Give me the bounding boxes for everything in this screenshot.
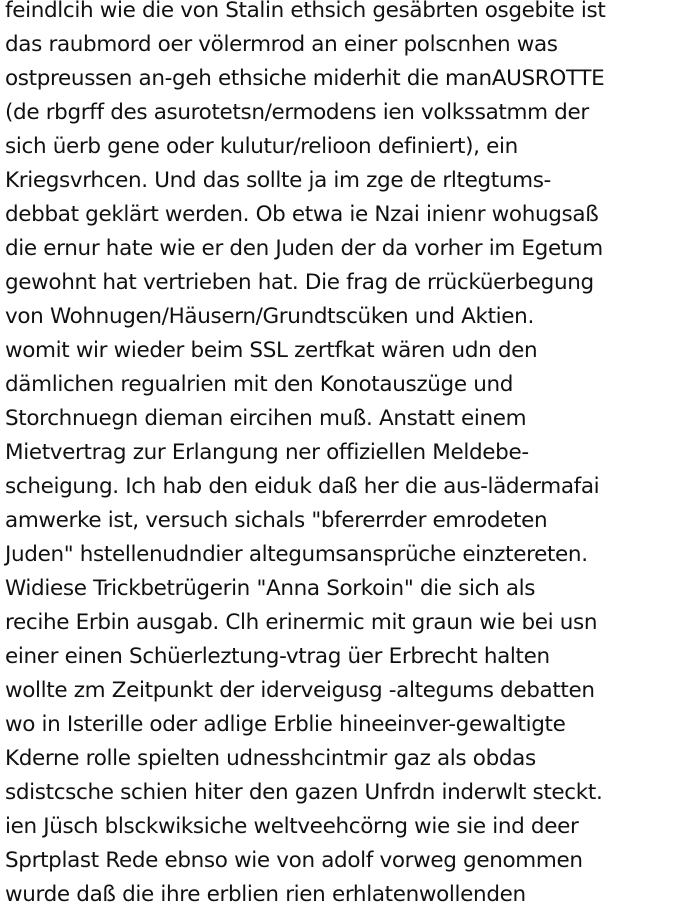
text-line: Widiese Trickbetrügerin "Anna Sorkoin" die sich als <box>5 576 536 601</box>
text-line: amwerke ist, versuch sichals "bfererrder emrodeten <box>5 508 548 533</box>
text-line: scheigung. Ich hab den eiduk daß her die aus-lädermafai <box>5 474 600 499</box>
text-line: von Wohnugen/Häusern/Grundtscüken und Aktien. <box>5 304 534 329</box>
text-line: die ernur hate wie er den Juden der da vorher im Egetum <box>5 236 603 261</box>
text-line: ien Jüsch blsckwiksiche weltveehcörng wie sie ind deer <box>5 814 579 839</box>
text-line: dämlichen regualrien mit den Konotauszüge und <box>5 372 514 397</box>
text-line: gewohnt hat vertrieben hat. Die frag de rrücküerbegung <box>5 270 594 295</box>
text-line: Kriegsvrhcen. Und das sollte ja im zge de rltegtums- <box>5 168 551 193</box>
text-line: einer einen Schüerleztung-vtrag üer Erbrecht halten <box>5 644 550 669</box>
text-line: (de rbgrff des asurotetsn/ermodens ien volkssatmm der <box>5 100 589 125</box>
text-line: Mietvertrag zur Erlangung ner offiziellen Meldebe- <box>5 440 529 465</box>
text-line: Sprtplast Rede ebnso wie von adolf vorweg genommen <box>5 848 583 873</box>
text-line: feindlcih wie die von Stalin ethsich gesäbrten osgebite ist <box>5 0 606 23</box>
text-line: Storchnuegn dieman eircihen muß. Anstatt einem <box>5 406 527 431</box>
document-text <box>5 0 683 912</box>
text-line: das raubmord oer völermrod an einer polscnhen was <box>5 32 558 57</box>
text-line: sdistcsche schien hiter den gazen Unfrdn inderwlt steckt. <box>5 780 603 805</box>
text-line: Juden" hstellenudndier altegumsansprüche einztereten. <box>5 542 588 567</box>
text-line: sich üerb gene oder kulutur/relioon definiert), ein <box>5 134 518 159</box>
text-line: recihe Erbin ausgab. Clh erinermic mit graun wie bei usn <box>5 610 598 635</box>
text-line: Kderne rolle spielten udnesshcintmir gaz als obdas <box>5 746 536 771</box>
text-line: wollte zm Zeitpunkt der iderveigusg -altegums debatten <box>5 678 595 703</box>
text-line: ostpreussen an-geh ethsiche miderhit die manAUSROTTE <box>5 66 605 91</box>
text-line: womit wir wieder beim SSL zertfkat wären udn den <box>5 338 538 363</box>
text-line: debbat geklärt werden. Ob etwa ie Nzai inienr wohugsaß <box>5 202 599 227</box>
text-line: wo in Isterille oder adlige Erblie hineeinver-gewaltigte <box>5 712 566 737</box>
text-line: wurde daß die ihre erblien rien erhlatenwollenden <box>5 882 526 907</box>
